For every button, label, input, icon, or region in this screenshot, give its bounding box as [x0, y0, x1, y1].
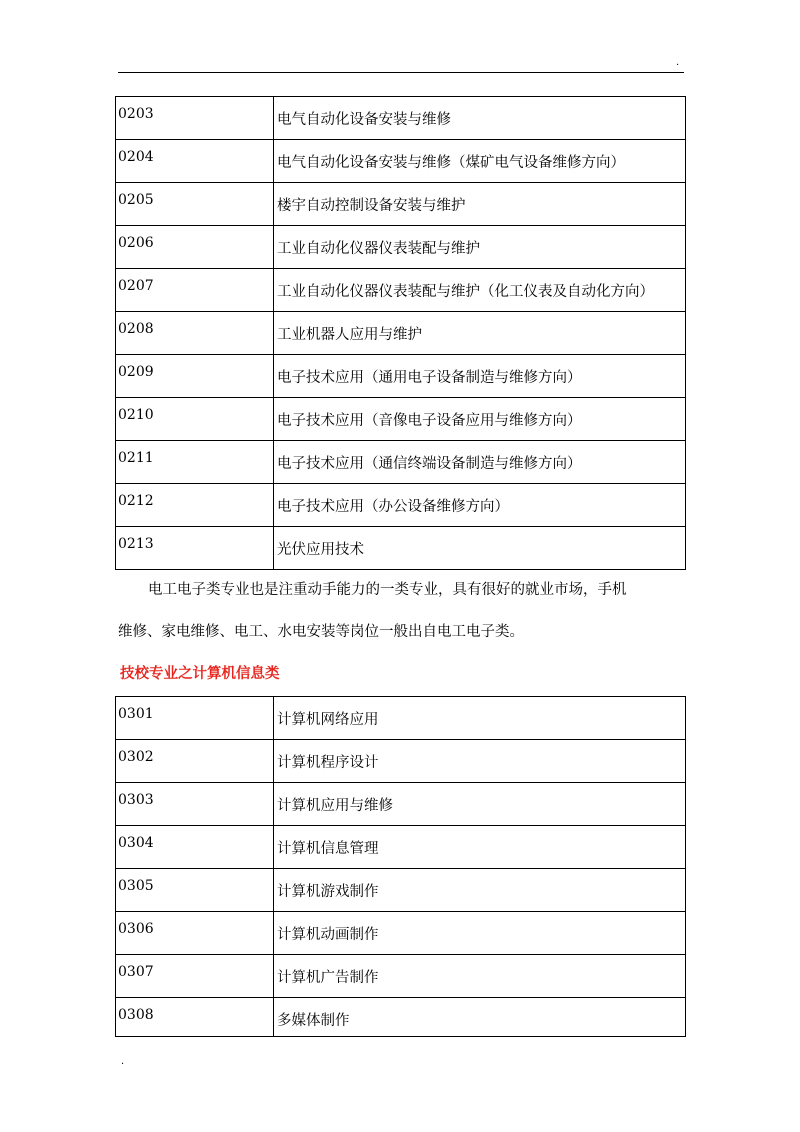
major-code: 0303 [116, 783, 274, 826]
major-name: 工业自动化仪器仪表装配与维护 [274, 226, 686, 269]
table-row [116, 912, 686, 955]
major-name: 楼宇自动控制设备安装与维护 [274, 183, 686, 226]
table-row [116, 312, 686, 355]
major-name: 电子技术应用（通用电子设备制造与维修方向） [274, 355, 686, 398]
major-name: 工业自动化仪器仪表装配与维护（化工仪表及自动化方向） [274, 269, 686, 312]
major-code: 0212 [116, 484, 274, 527]
major-name: 电子技术应用（办公设备维修方向） [274, 484, 686, 527]
paragraph-line-1: 电工电子类专业也是注重动手能力的一类专业，具有很好的就业市场，手机 [148, 582, 627, 598]
major-name: 电气自动化设备安装与维修（煤矿电气设备维修方向） [274, 140, 686, 183]
table-row [116, 269, 686, 312]
footer-dot: . [121, 1056, 125, 1067]
major-code: 0213 [116, 527, 274, 570]
major-name: 计算机游戏制作 [274, 869, 686, 912]
major-name: 计算机网络应用 [274, 697, 686, 740]
major-code: 0301 [116, 697, 274, 740]
table-row [116, 183, 686, 226]
major-code: 0304 [116, 826, 274, 869]
paragraph-line-2: 维修、家电维修、电工、水电安装等岗位一般出自电工电子类。 [118, 624, 524, 640]
table-row [116, 441, 686, 484]
major-code: 0305 [116, 869, 274, 912]
major-code: 0308 [116, 998, 274, 1037]
table-row [116, 955, 686, 998]
table-row [116, 783, 686, 826]
major-code: 0306 [116, 912, 274, 955]
table-row [116, 355, 686, 398]
major-code: 0204 [116, 140, 274, 183]
header-dot: . [676, 57, 680, 68]
major-name: 电子技术应用（通信终端设备制造与维修方向） [274, 441, 686, 484]
major-code: 0207 [116, 269, 274, 312]
major-name: 计算机应用与维修 [274, 783, 686, 826]
table-row [116, 527, 686, 570]
table-row [116, 97, 686, 140]
major-code: 0208 [116, 312, 274, 355]
table-row [116, 740, 686, 783]
major-code: 0211 [116, 441, 274, 484]
computer-majors-table [115, 696, 686, 1037]
major-code: 0307 [116, 955, 274, 998]
electrical-majors-table [115, 96, 686, 570]
table-row [116, 869, 686, 912]
table-row [116, 226, 686, 269]
major-name: 光伏应用技术 [274, 527, 686, 570]
major-name: 计算机广告制作 [274, 955, 686, 998]
major-code: 0206 [116, 226, 274, 269]
major-code: 0302 [116, 740, 274, 783]
table-row [116, 998, 686, 1037]
table-row [116, 697, 686, 740]
major-code: 0209 [116, 355, 274, 398]
major-name: 计算机信息管理 [274, 826, 686, 869]
major-code: 0210 [116, 398, 274, 441]
table-row [116, 140, 686, 183]
major-name: 计算机动画制作 [274, 912, 686, 955]
table-row [116, 398, 686, 441]
major-name: 电气自动化设备安装与维修 [274, 97, 686, 140]
section-heading: 技校专业之计算机信息类 [120, 666, 280, 682]
major-code: 0205 [116, 183, 274, 226]
major-code: 0203 [116, 97, 274, 140]
major-name: 电子技术应用（音像电子设备应用与维修方向） [274, 398, 686, 441]
header-rule [118, 72, 684, 73]
major-name: 多媒体制作 [274, 998, 686, 1037]
major-name: 工业机器人应用与维护 [274, 312, 686, 355]
major-name: 计算机程序设计 [274, 740, 686, 783]
table-row [116, 826, 686, 869]
table-row [116, 484, 686, 527]
